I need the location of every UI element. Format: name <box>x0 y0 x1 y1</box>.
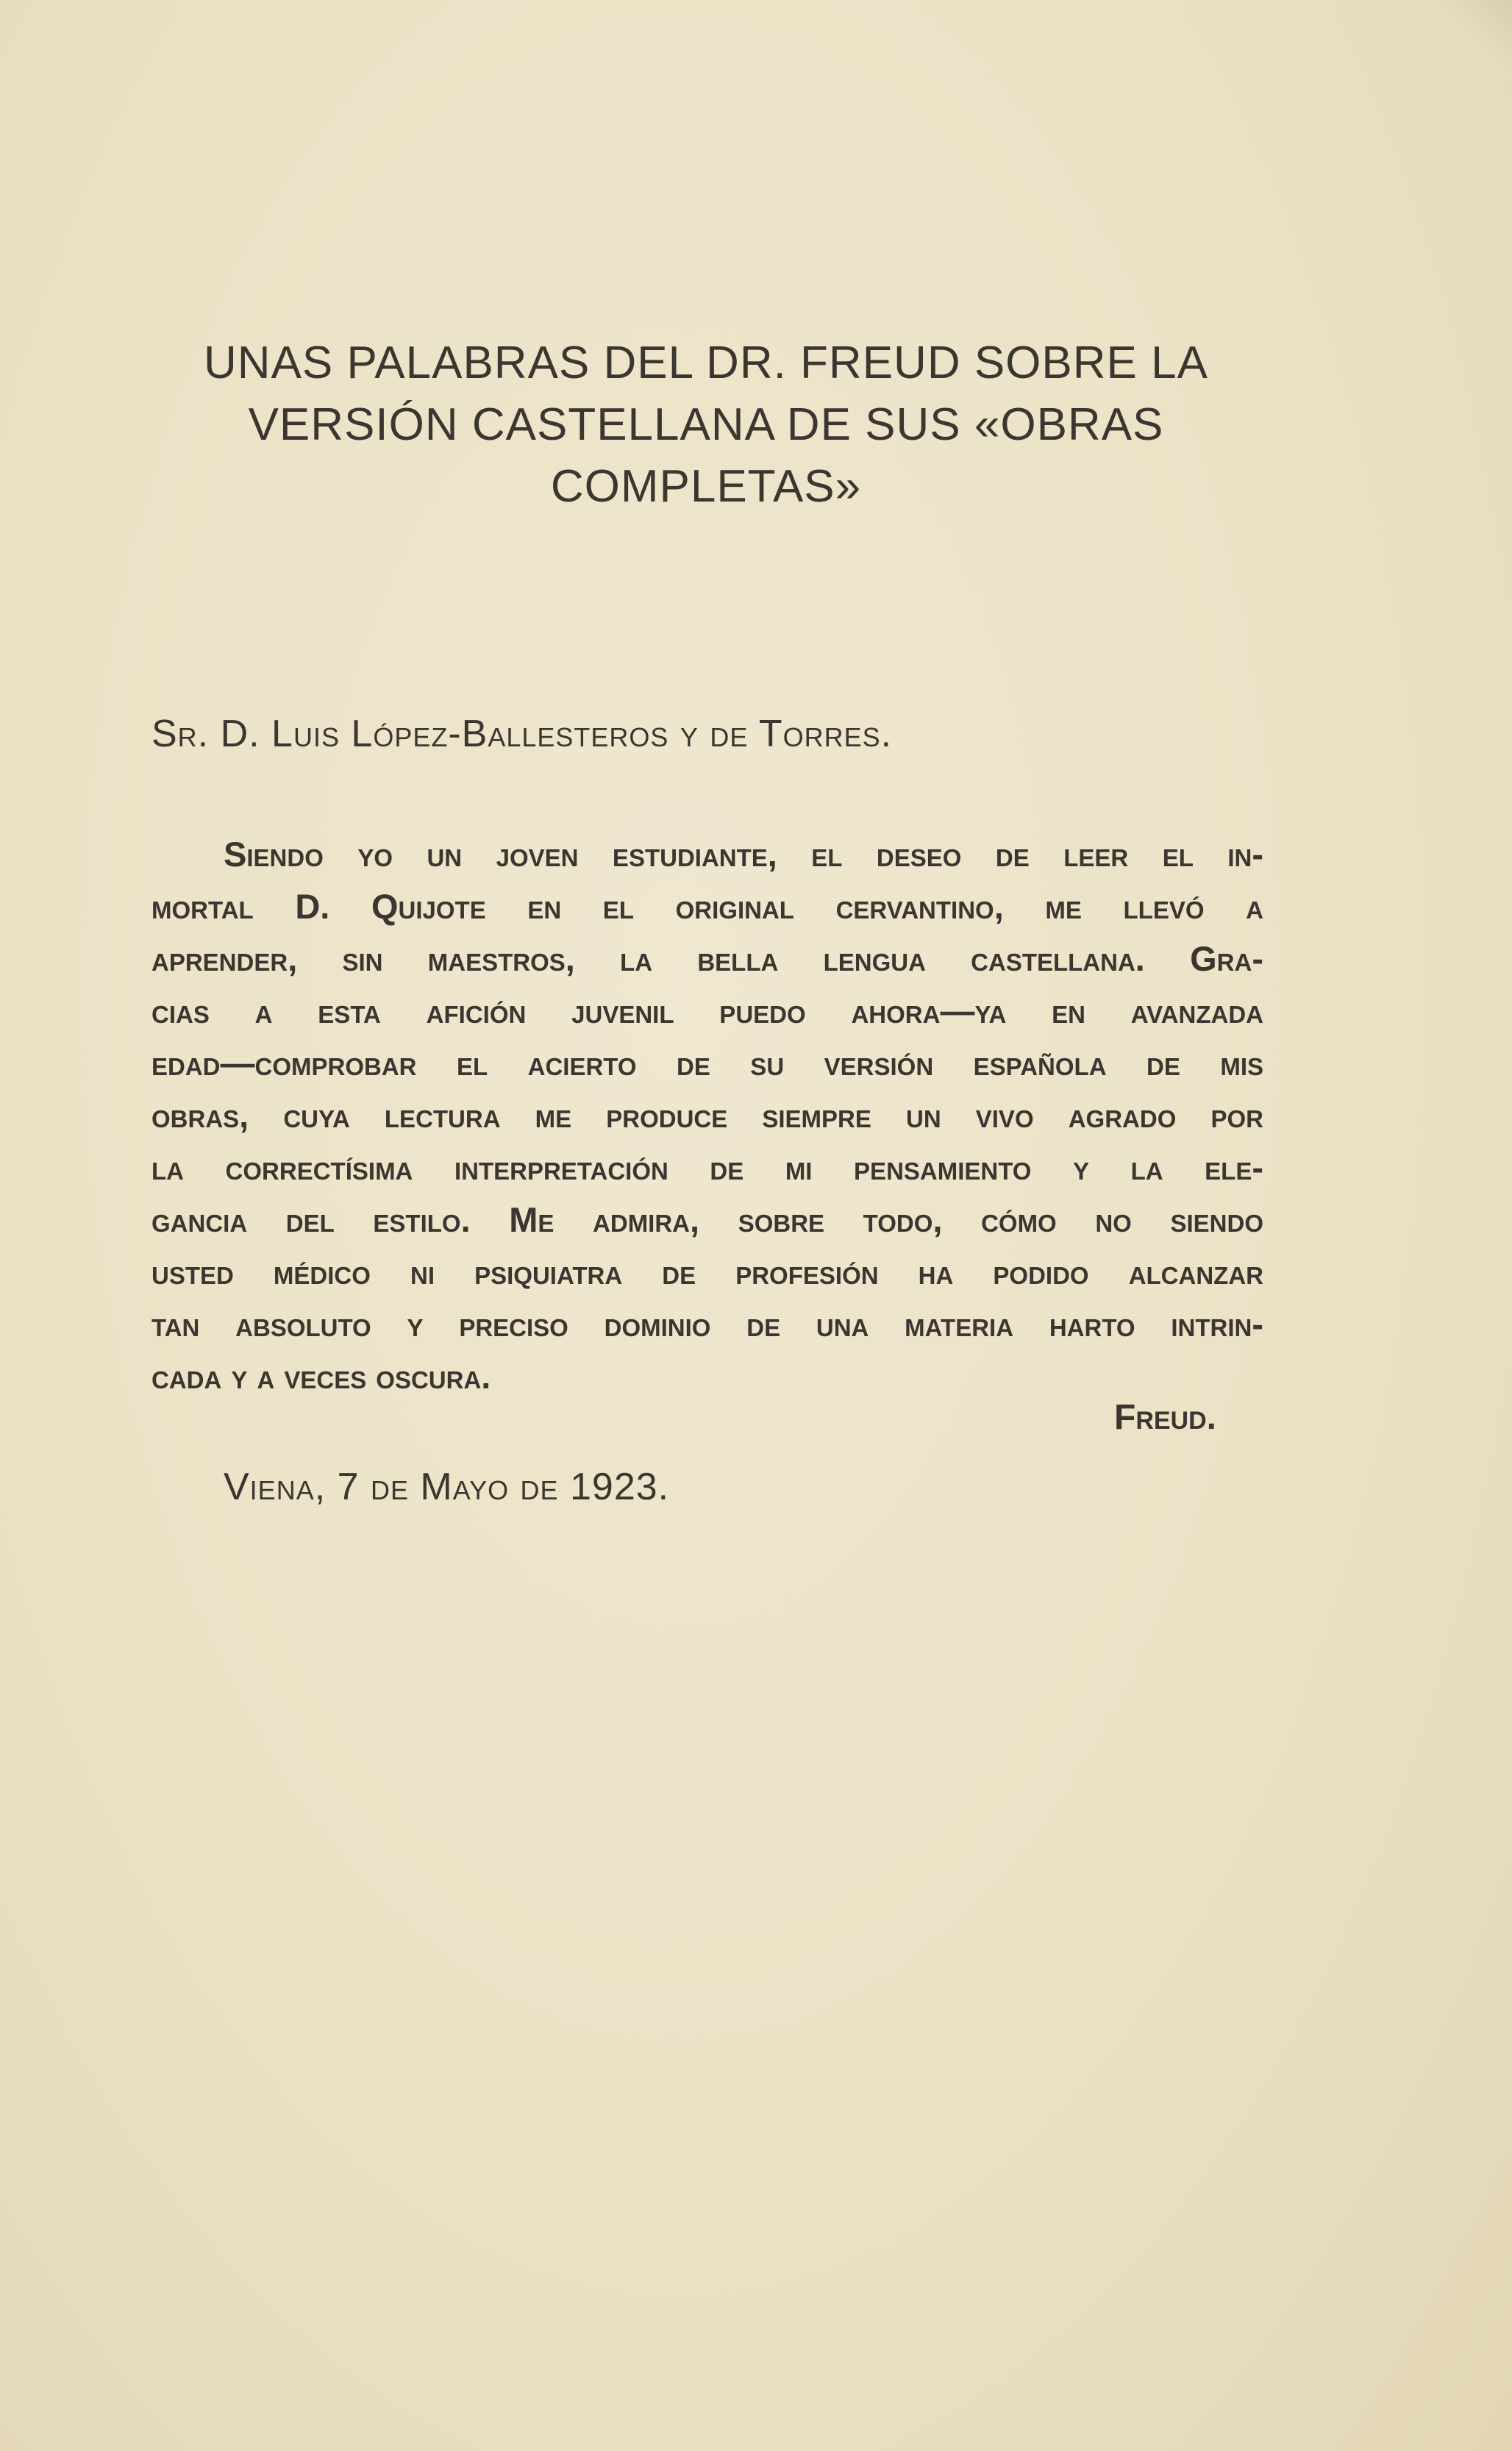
title-line: VERSIÓN CASTELLANA DE SUS «OBRAS <box>248 399 1164 450</box>
body-line: cada y a veces oscura. <box>151 1357 491 1396</box>
body-line: edad—comprobar el acierto de su versión española de mis <box>151 1043 1263 1082</box>
body-line: tan absoluto y preciso dominio de una materia harto intrin- <box>151 1305 1263 1344</box>
body-line: mortal D. Quijote en el original cervantino, me llevó a <box>151 887 1263 926</box>
title-line: UNAS PALABRAS DEL DR. FREUD SOBRE LA <box>204 338 1208 388</box>
letter-body <box>151 828 1263 1402</box>
page-corner-wear <box>1394 0 1512 81</box>
body-line: la correctísima interpretación de mi pensamiento y la ele- <box>151 1148 1263 1187</box>
date-line: Viena, 7 de Mayo de 1923. <box>224 1466 670 1508</box>
body-line: gancia del estilo. Me admira, sobre todo, cómo no siendo <box>151 1200 1263 1239</box>
salutation: Sr. D. Luis López-Ballesteros y de Torres. <box>151 713 893 755</box>
signature: Freud. <box>1114 1398 1216 1437</box>
title-line: COMPLETAS» <box>550 461 862 512</box>
body-line: Siendo yo un joven estudiante, el deseo de leer el in- <box>224 835 1263 874</box>
body-line: cias a esta afición juvenil puedo ahora—ya en avanzada <box>151 991 1263 1030</box>
body-line: usted médico ni psiquiatra de profesión ha podido alcanzar <box>151 1252 1263 1291</box>
page-title <box>0 332 1412 518</box>
body-line: aprender, sin maestros, la bella lengua castellana. Gra- <box>151 939 1263 978</box>
body-line: obras, cuya lectura me produce siempre un vivo agrado por <box>151 1096 1263 1135</box>
